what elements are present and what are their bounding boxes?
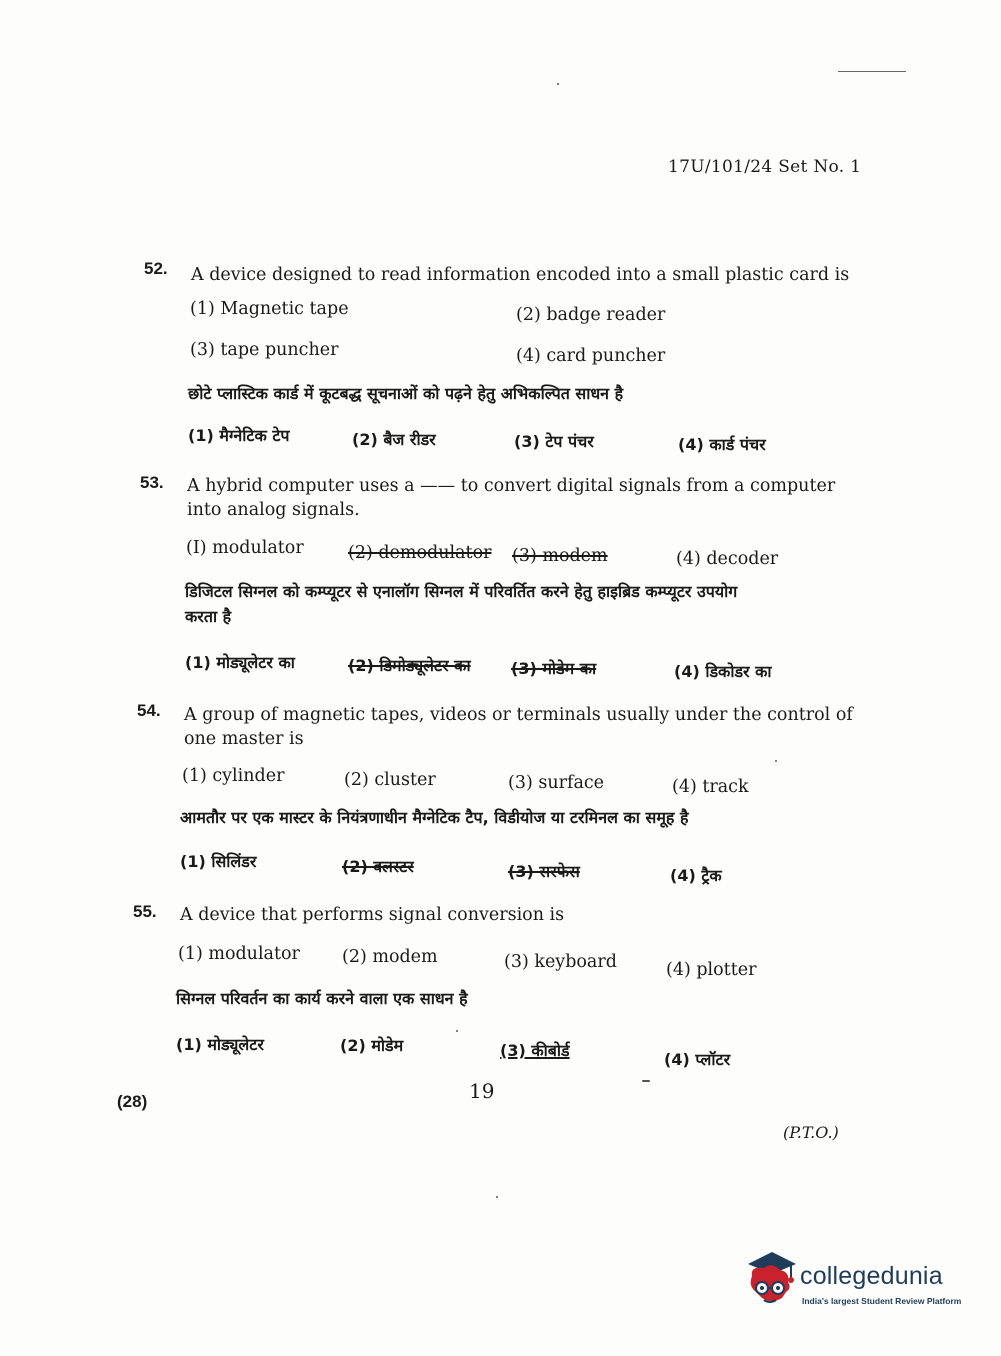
option-4: (4) decoder bbox=[676, 549, 779, 569]
hindi-option-3: (3) मोडेम का bbox=[511, 659, 597, 678]
option-3: (3) tape puncher bbox=[190, 340, 339, 360]
mascot-icon bbox=[742, 1248, 800, 1316]
option-3: (3) modem bbox=[512, 546, 608, 566]
paper-code: (28) bbox=[117, 1092, 148, 1111]
hindi-question-text: आमतौर पर एक मास्टर के नियंत्रणाधीन मैग्नेटिक टैप, विडीयोज या टरमिनल का समूह है bbox=[180, 808, 689, 827]
hindi-option-4: (4) डिकोडर का bbox=[674, 662, 772, 681]
set-code: 17U/101/24 Set No. 1 bbox=[668, 157, 862, 177]
hindi-question-text: छोटे प्लास्टिक कार्ड में कूटबद्ध सूचनाओं को पढ़ने हेतु अभिकल्पित साधन है bbox=[188, 384, 624, 403]
question-number: 52. bbox=[144, 259, 168, 278]
hindi-question-text-line-1: डिजिटल सिग्नल को कम्प्यूटर से एनालॉग सिग्नल में परिवर्तित करने हेतु हाइब्रिड कम्प्यूटर उपयोग bbox=[185, 582, 738, 601]
scan-speck bbox=[496, 1196, 498, 1198]
hindi-option-2: (2) बैज रीडर bbox=[352, 430, 436, 449]
option-2: (2) demodulator bbox=[348, 543, 492, 563]
collegedunia-logo bbox=[742, 1248, 972, 1316]
logo-tagline: India's largest Student Review Platform bbox=[802, 1296, 962, 1306]
question-text: A hybrid computer uses a —— to convert digital signals from a computer into analog signals. bbox=[187, 476, 836, 520]
hindi-option-4: (4) ट्रैक bbox=[670, 866, 722, 885]
scan-mark bbox=[642, 1080, 650, 1082]
option-2: (2) badge reader bbox=[516, 305, 666, 325]
hindi-question-text: सिग्नल परिवर्तन का कार्य करने वाला एक साधन है bbox=[176, 989, 468, 1008]
hindi-option-1: (1) मैग्नेटिक टेप bbox=[188, 426, 290, 445]
question-number: 54. bbox=[137, 701, 161, 720]
option-1: (1) Magnetic tape bbox=[190, 299, 349, 319]
hindi-option-3: (3) टेप पंचर bbox=[514, 432, 594, 451]
option-3: (3) surface bbox=[508, 773, 605, 793]
option-4: (4) plotter bbox=[666, 960, 757, 980]
logo-brand: collegedunia bbox=[800, 1262, 943, 1290]
option-2: (2) cluster bbox=[344, 770, 436, 790]
hindi-option-2: (2) डिमोड्यूलेटर का bbox=[348, 656, 471, 675]
hindi-option-4: (4) कार्ड पंचर bbox=[678, 435, 766, 454]
hindi-option-1: (1) सिलिंडर bbox=[180, 852, 257, 871]
scan-speck bbox=[775, 760, 777, 762]
scan-speck bbox=[557, 83, 559, 85]
top-rule bbox=[838, 71, 906, 72]
hindi-option-3: (3) कीबोर्ड bbox=[500, 1041, 570, 1060]
option-1: (1) cylinder bbox=[182, 766, 285, 786]
option-1: (I) modulator bbox=[186, 538, 304, 558]
option-4: (4) card puncher bbox=[516, 346, 666, 366]
option-3: (3) keyboard bbox=[504, 952, 617, 972]
scan-speck bbox=[456, 1030, 458, 1032]
hindi-question-text-line-2: करता है bbox=[185, 607, 232, 626]
question-number: 55. bbox=[133, 902, 157, 921]
pto-note: (P.T.O.) bbox=[783, 1123, 839, 1142]
question-number: 53. bbox=[140, 473, 164, 492]
hindi-option-4: (4) प्लॉटर bbox=[664, 1050, 731, 1069]
hindi-option-1: (1) मोड्यूलेटर bbox=[176, 1035, 264, 1054]
question-text: A group of magnetic tapes, videos or terminals usually under the control of one master is bbox=[184, 705, 853, 749]
option-4: (4) track bbox=[672, 777, 749, 797]
hindi-option-1: (1) मोड्यूलेटर का bbox=[185, 653, 295, 672]
question-text: A device designed to read information encoded into a small plastic card is bbox=[191, 265, 850, 285]
hindi-option-2: (2) मोडेम bbox=[340, 1036, 404, 1055]
hindi-option-3: (3) सरफेस bbox=[508, 862, 580, 881]
option-2: (2) modem bbox=[342, 947, 438, 967]
question-text: A device that performs signal conversion is bbox=[180, 905, 565, 925]
option-1: (1) modulator bbox=[178, 944, 300, 964]
page-number: 19 bbox=[469, 1079, 495, 1103]
hindi-option-2: (2) क्लस्टर bbox=[342, 857, 414, 876]
